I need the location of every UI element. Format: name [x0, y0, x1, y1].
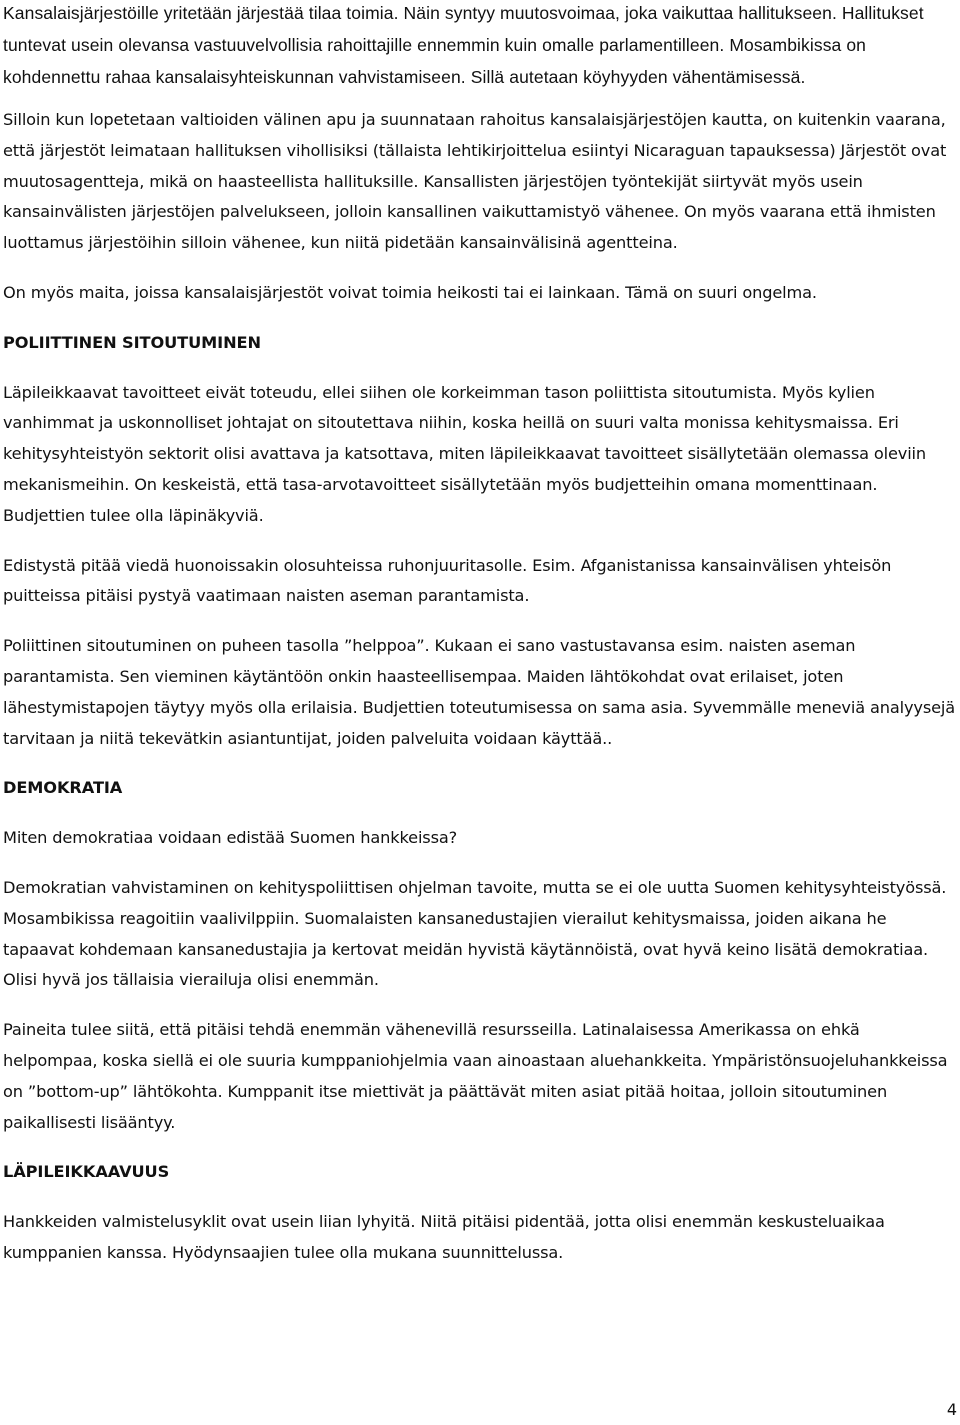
- paragraph-democracy-question: Miten demokratiaa voidaan edistää Suomen hankkeissa?: [3, 828, 458, 848]
- heading-demokratia: DEMOKRATIA: [3, 778, 123, 798]
- heading-lapileikkaavuus: LÄPILEIKKAAVUUS: [3, 1162, 170, 1182]
- paragraph-resource-pressure: Paineita tulee siitä, että pitäisi tehdä enemmän vähenevillä resursseilla. Latinalaisessa Amerikassa on ehkä helpompaa, koska siellä ei ole suuria kumppaniohjelmia vaan ainoastaan aluehankkeita. Ympäristönsuojeluhankkeissa on ”bottom-up” lähtökohta. Kumppanit itse miettivät ja päättävät miten asiat pitää hoitaa, jolloin sitoutuminen paikallisesti lisääntyy.: [3, 1020, 948, 1132]
- document-page: [3, 0, 957, 1288]
- heading-poliittinen-sitoutuminen: POLIITTINEN SITOUTUMINEN: [3, 332, 261, 352]
- paragraph-aid-channeling: Silloin kun lopetetaan valtioiden välinen apu ja suunnataan rahoitus kansalaisjärjestöjen kautta, on kuitenkin vaarana, että järjestöt leimataan hallituksen vihollisiksi (tällaista lehtikirjoittelua esiintyi Nicaraguan tapauksessa) Järjestöt ovat muutosagentteja, mikä on haasteellista hallituksille. Kansallisten järjestöjen työntekijät siirtyvät myös usein kansainvälisten järjestöjen palvelukseen, jolloin kansallinen vaikuttamistyö vähenee. On myös vaarana että ihmisten luottamus järjestöihin silloin vähenee, kun niitä pidetään kansainvälisinä agentteina.: [3, 110, 947, 253]
- paragraph-preparation-cycles: Hankkeiden valmistelusyklit ovat usein liian lyhyitä. Niitä pitäisi pidentää, jotta olisi enemmän keskusteluaikaa kumppanien kanssa. Hyödynsaajien tulee olla mukana suunnittelussa.: [3, 1212, 885, 1262]
- intro-paragraph: Kansalaisjärjestöille yritetään järjestää tilaa toimia. Näin syntyy muutosvoimaa, joka vaikuttaa hallitukseen. Hallitukset tuntevat usein olevansa vastuuvelvollisia rahoittajille ennemmin kuin omalle parlamentilleen. Mosambikissa on kohdennettu rahaa kansalaisyhteiskunnan vahvistamiseen. Sillä autetaan köyhyyden vähentämisessä.: [3, 3, 924, 87]
- paragraph-grassroots-progress: Edistystä pitää viedä huonoissakin olosuhteissa ruhonjuuritasolle. Esim. Afganistanissa kansainvälisen yhteisön puitteissa pitäisi pystyä vaatimaan naisten aseman parantamista.: [3, 555, 892, 606]
- page-number: 4: [946, 1400, 957, 1419]
- paragraph-weak-ngos: On myös maita, joissa kansalaisjärjestöt voivat toimia heikosti tai ei lainkaan. Tämä on suuri ongelma.: [3, 282, 817, 302]
- paragraph-political-commitment: Läpileikkaavat tavoitteet eivät toteudu, ellei siihen ole korkeimman tason poliittista sitoutumista. Myös kylien vanhimmat ja uskonnolliset johtajat on sitoutettava niihin, koska heillä on suuri valta monissa kehitysmaissa. Eri kehitysyhteistyön sektorit olisi avattava ja katsottava, miten läpileikkaavat tavoitteet sisällytetään olemassa oleviin mekanismeihin. On keskeistä, että tasa-arvotavoitteet sisällytetään myös budjetteihin omana momenttinaan. Budjettien tulee olla läpinäkyviä.: [3, 382, 927, 525]
- paragraph-democracy-strengthening: Demokratian vahvistaminen on kehityspoliittisen ohjelman tavoite, mutta se ei ole uutta Suomen kehitysyhteistyössä. Mosambikissa reagoitiin vaalivilppiin. Suomalaisten kansanedustajien vierailut kehitysmaissa, joiden aikana he tapaavat kohdemaan kansanedustajia ja kertovat meidän hyvistä käytännöistä, ovat hyvä keino lisätä demokratiaa. Olisi hyvä jos tällaisia vierailuja olisi enemmän.: [3, 877, 947, 990]
- paragraph-commitment-in-practice: Poliittinen sitoutuminen on puheen tasolla ”helppoa”. Kukaan ei sano vastustavansa esim. naisten aseman parantamista. Sen vieminen käytäntöön onkin haasteellisempaa. Maiden lähtökohdat ovat erilaiset, joten lähestymistapojen täytyy myös olla erilaisia. Budjettien toteutumisessa on sama asia. Syvemmälle meneviä analyysejä tarvitaan ja niitä tekevätkin asiantuntijat, joiden palveluita voidaan käyttää..: [3, 636, 956, 748]
